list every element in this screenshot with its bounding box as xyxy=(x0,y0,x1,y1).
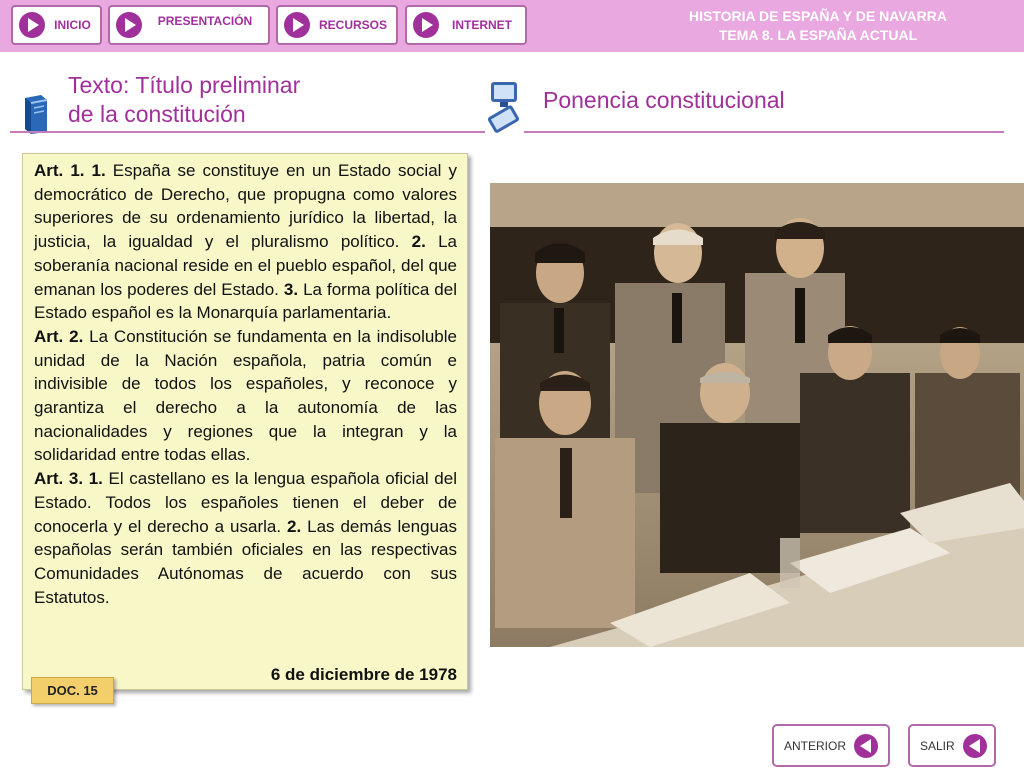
document-badge: DOC. 15 xyxy=(31,677,114,704)
presentacion-label: PRESENTACIÓN xyxy=(157,14,253,28)
salir-label: SALIR xyxy=(920,738,955,753)
play-icon xyxy=(413,12,439,38)
salir-button[interactable] xyxy=(908,724,996,767)
anterior-label: ANTERIOR xyxy=(784,738,847,753)
article-2: Art. 2. La Constitución se fundamenta en la indisoluble unidad de la Nación española, patria común e indivisible de todos los españoles, y reconoce y garantiza el derecho a la autonomía de las nacionalidades y regiones que la integran y la solidaridad entre todas ellas. xyxy=(34,326,457,465)
internet-button[interactable] xyxy=(405,5,527,45)
play-icon xyxy=(284,12,310,38)
back-arrow-icon xyxy=(854,734,878,758)
back-arrow-icon xyxy=(963,734,987,758)
recursos-button[interactable] xyxy=(276,5,398,45)
course-title xyxy=(648,7,988,45)
article-1: Art. 1. 1. España se constituye en un Estado social y democrático de Derecho, que propugna como valores superiores de su ordenamiento jurídico la libertad, la justicia, la igualdad y el pluralismo político. 2. La soberanía nacional reside en el pueblo español, del que emanan los poderes del Estado. 3. La forma política del Estado español es la Monarquía parlamentaria. xyxy=(34,161,457,323)
section-title-line2: de la constitución xyxy=(68,101,246,127)
play-icon xyxy=(116,12,142,38)
article-1-label: Art. 1. 1. xyxy=(34,161,106,180)
course-title-line2: TEMA 8. LA ESPAÑA ACTUAL xyxy=(718,27,918,43)
top-nav-bar xyxy=(0,0,1024,52)
photo-section-title: Ponencia constitucional xyxy=(543,87,785,113)
article-2-label: Art. 2. xyxy=(34,326,84,346)
anterior-button[interactable] xyxy=(772,724,890,767)
inicio-label: INICIO xyxy=(54,18,91,32)
group-photo xyxy=(490,183,1024,647)
inicio-button[interactable] xyxy=(11,5,102,45)
constitution-document xyxy=(22,153,468,690)
divider xyxy=(524,131,1004,133)
divider xyxy=(10,131,485,133)
book-icon xyxy=(22,94,50,134)
document-date: 6 de diciembre de 1978 xyxy=(270,665,457,684)
internet-label: INTERNET xyxy=(452,18,512,32)
recursos-label: RECURSOS xyxy=(318,18,387,32)
section-title-line1: Texto: Título preliminar xyxy=(68,72,301,98)
play-icon xyxy=(19,12,45,38)
section-title-text xyxy=(68,71,300,129)
monitor-icon xyxy=(486,80,526,134)
article-3: Art. 3. 1. El castellano es la lengua española oficial del Estado. Todos los españoles tienen el deber de conocerla y el derecho a usarla. 2. Las demás lenguas españolas serán también oficiales en las respectivas Comunidades Autónomas de acuerdo con sus Estatutos. xyxy=(34,469,457,607)
article-3-label: Art. 3. 1. xyxy=(34,469,103,489)
presentacion-button[interactable] xyxy=(108,5,270,45)
course-title-line1: HISTORIA DE ESPAÑA Y DE NAVARRA xyxy=(688,8,947,24)
